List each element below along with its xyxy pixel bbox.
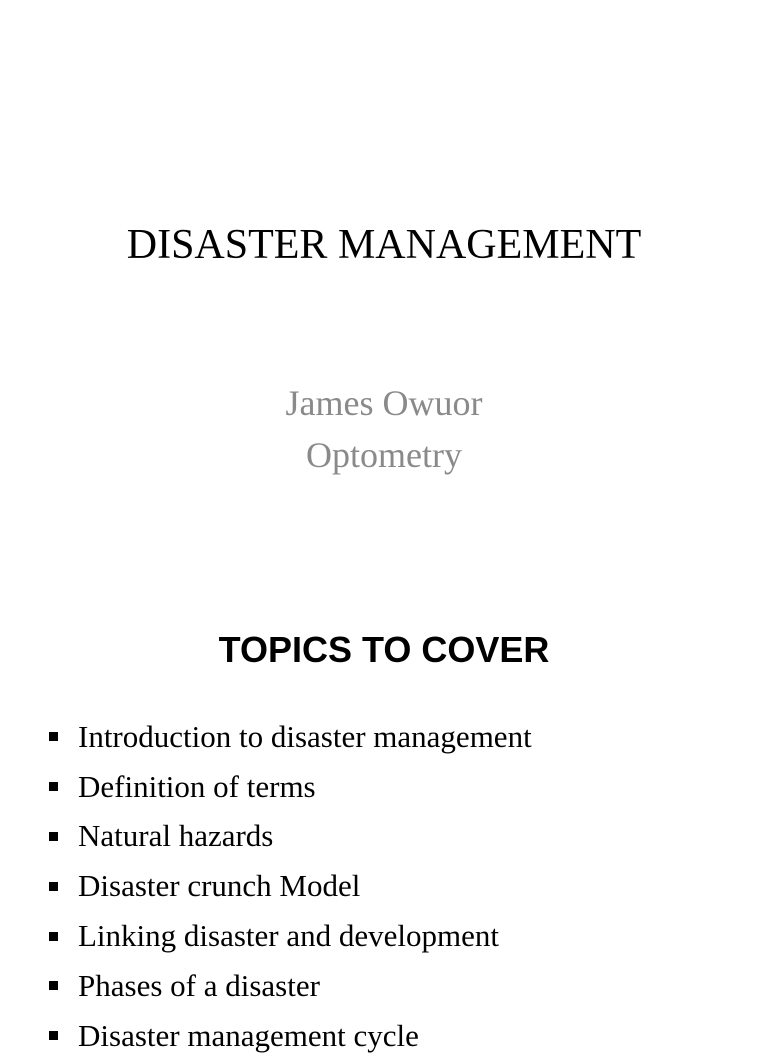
topic-text: Natural hazards — [78, 818, 274, 854]
square-bullet-icon — [49, 832, 58, 841]
topic-item — [46, 911, 756, 961]
topic-list — [46, 712, 756, 1061]
topic-item — [46, 961, 756, 1011]
author-block — [0, 377, 768, 481]
square-bullet-icon — [49, 782, 58, 791]
square-bullet-icon — [49, 981, 58, 990]
topic-text: Introduction to disaster management — [78, 718, 532, 754]
topic-item — [46, 762, 756, 812]
topic-item — [46, 812, 756, 862]
topic-text: Linking disaster and development — [78, 918, 499, 954]
topics-heading: TOPICS TO COVER — [218, 629, 550, 670]
square-bullet-icon — [49, 1031, 58, 1040]
topic-item — [46, 712, 756, 762]
topic-text: Phases of a disaster — [78, 967, 320, 1003]
topic-item — [46, 1011, 756, 1061]
topic-text: Definition of terms — [78, 768, 316, 804]
square-bullet-icon — [49, 882, 58, 891]
square-bullet-icon — [49, 732, 58, 741]
author-department: Optometry — [306, 435, 462, 475]
topic-text: Disaster crunch Model — [78, 868, 361, 904]
presentation-title: DISASTER MANAGEMENT — [126, 222, 642, 268]
square-bullet-icon — [49, 932, 58, 941]
topic-text: Disaster management cycle — [78, 1017, 419, 1053]
author-name: James Owuor — [285, 383, 483, 423]
topic-item — [46, 861, 756, 911]
